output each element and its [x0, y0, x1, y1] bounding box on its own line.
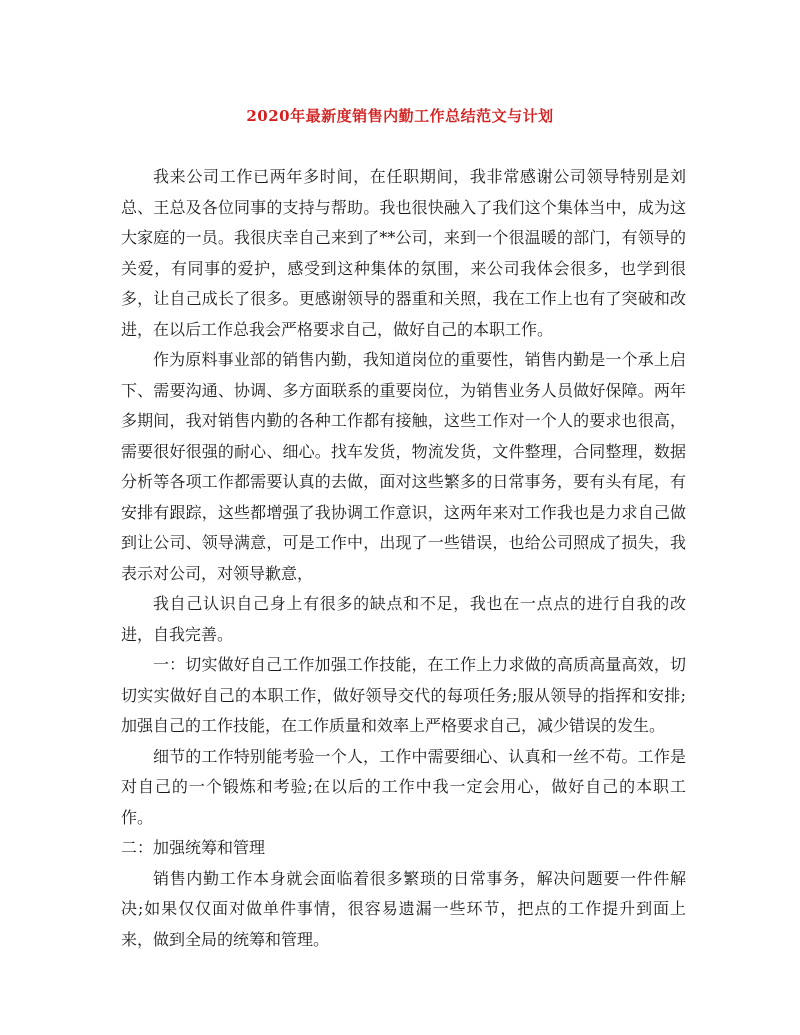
paragraph-self-improvement: 我自己认识自己身上有很多的缺点和不足，我也在一点点的进行自我的改进，自我完善。 [121, 594, 686, 644]
paragraph-point-one: 一：切实做好自己工作加强工作技能，在工作上力求做的高质高量高效，切切实实做好自己的本职工作，做好领导交代的每项任务;服从领导的指挥和安排;加强自己的工作技能，在工作质量和效率上严格要求自己，减少错误的发生。 [121, 655, 686, 735]
document-title: 2020年最新度销售内勤工作总结范文与计划 [246, 107, 554, 125]
section-heading-two: 二：加强统筹和管理 [121, 838, 266, 857]
paragraph-role: 作为原料事业部的销售内勤，我知道岗位的重要性，销售内勤是一个承上启下、需要沟通、协调、多方面联系的重要岗位，为销售业务人员做好保障。两年多期间，我对销售内勤的各种工作都有接触，这些工作对一个人的要求也很高，需要很好很强的耐心、细心。找车发货，物流发货，文件整理，合同整理，数据分析等各项工作都需要认真的去做，面对这些繁多的日常事务，要有头有尾，有安排有跟踪，这些都增强了我协调工作意识，这两年来对工作我也是力求自己做到让公司、领导满意，可是工作中，出现了一些错误，也给公司照成了损失，我表示对公司，对领导歉意， [121, 350, 686, 583]
document-body [121, 162, 686, 955]
paragraph-details: 细节的工作特别能考验一个人，工作中需要细心、认真和一丝不苟。工作是对自己的一个锻炼和考验;在以后的工作中我一定会用心，做好自己的本职工作。 [121, 746, 686, 827]
paragraph-point-two: 销售内勤工作本身就会面临着很多繁琐的日常事务，解决问题要一件件解决;如果仅仅面对做单件事情，很容易遗漏一些环节，把点的工作提升到面上来，做到全局的统筹和管理。 [121, 868, 686, 949]
paragraph-intro: 我来公司工作已两年多时间，在任职期间，我非常感谢公司领导特别是刘总、王总及各位同事的支持与帮助。我也很快融入了我们这个集体当中，成为这大家庭的一员。我很庆幸自己来到了**公司，来到一个很温暖的部门，有领导的关爱，有同事的爱护，感受到这种集体的氛围，来公司我体会很多，也学到很多，让自己成长了很多。更感谢领导的器重和关照，我在工作上也有了突破和改进，在以后工作总我会严格要求自己，做好自己的本职工作。 [121, 167, 686, 339]
